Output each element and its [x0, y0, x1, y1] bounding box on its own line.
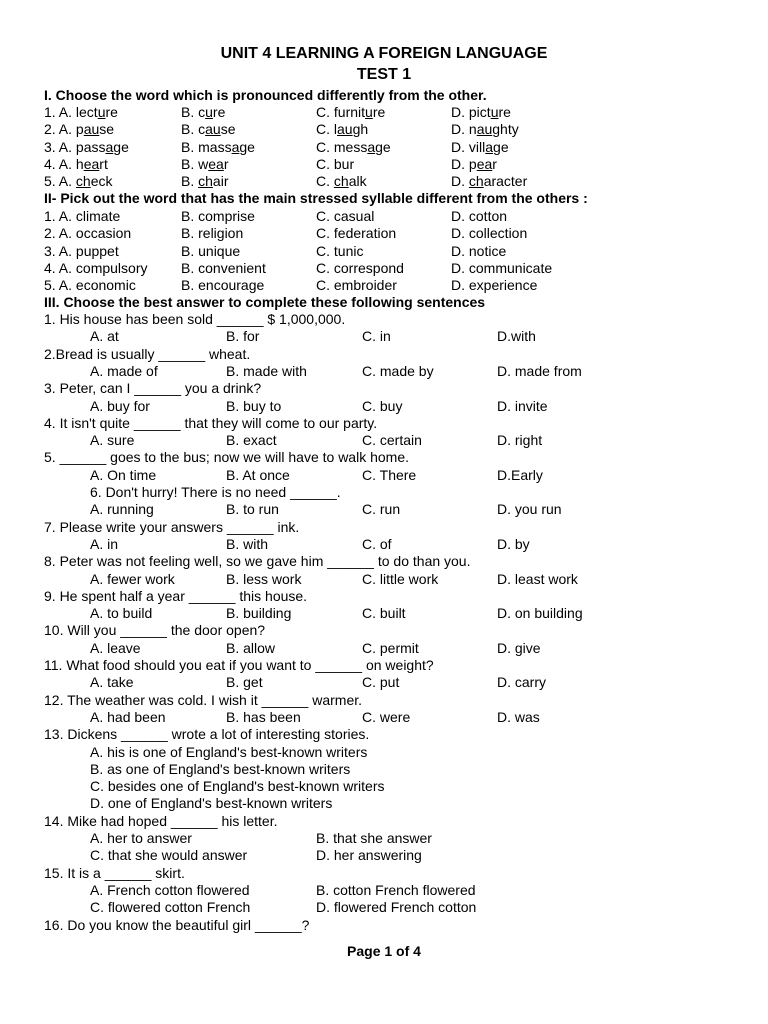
underlined-sound: au: [337, 121, 353, 138]
option-word: [181, 156, 228, 173]
word-suffix: re: [212, 104, 226, 120]
word-prefix: D. p: [451, 155, 477, 172]
answer-option: B. that she answer: [316, 830, 432, 846]
answer-option: B. with: [226, 535, 269, 552]
question-text: 10. Will you ______ the door open?: [44, 622, 266, 639]
option-word: 5. A. economic: [44, 277, 136, 294]
underlined-sound: u: [365, 104, 373, 120]
option-word: D. communicate: [451, 259, 553, 276]
word-prefix: B.: [181, 173, 199, 190]
answer-option: B. building: [226, 605, 292, 622]
answer-option: D. on building: [497, 605, 583, 622]
answer-option: C. put: [362, 674, 400, 691]
option-word: [316, 139, 391, 156]
answer-option: C. There: [362, 466, 417, 483]
word-suffix: re: [498, 104, 511, 120]
word-suffix: ghty: [492, 121, 519, 138]
answer-option: A. French cotton flowered: [90, 881, 250, 898]
answer-option: D. right: [497, 432, 543, 449]
word-prefix: D. n: [451, 121, 477, 138]
answer-option: D. invite: [497, 397, 548, 414]
answer-option: C. besides one of England's best-known writers: [90, 778, 385, 795]
answer-option: B. buy to: [226, 397, 282, 414]
question-text: 3. Peter, can I ______ you a drink?: [44, 380, 262, 397]
word-suffix: re: [372, 104, 386, 120]
option-word: C. correspond: [316, 259, 404, 276]
underlined-sound: au: [83, 121, 100, 138]
option-word: [316, 121, 368, 138]
option-word: [44, 139, 129, 156]
option-word: B. convenient: [181, 259, 266, 276]
word-prefix: C. bur: [316, 155, 355, 172]
word-suffix: se: [99, 121, 115, 138]
section-2-heading: II- Pick out the word that has the main stressed syllable different from the others :: [44, 190, 588, 206]
option-word: B. unique: [181, 242, 241, 259]
answer-option: B. allow: [226, 639, 276, 656]
answer-option: D. least work: [497, 570, 578, 587]
answer-option: B. for: [226, 328, 260, 345]
question-text: 6. Don't hurry! There is no need ______.: [90, 484, 341, 500]
answer-option: B. has been: [226, 708, 301, 725]
question-text: 1. His house has been sold ______ $ 1,000,000.: [44, 311, 346, 327]
word-suffix: ge: [113, 138, 129, 155]
option-word: B. comprise: [181, 208, 255, 224]
answer-option: C. run: [362, 501, 401, 518]
word-suffix: gh: [352, 121, 369, 138]
word-suffix: r: [492, 155, 497, 172]
option-word: [181, 121, 236, 138]
question-text: 2.Bread is usually ______ wheat.: [44, 345, 251, 362]
option-word: [316, 173, 367, 190]
answer-option: C. were: [362, 708, 411, 725]
answer-option: D. give: [497, 639, 541, 656]
answer-option: A. fewer work: [90, 570, 175, 587]
question-text: 13. Dickens ______ wrote a lot of interesting stories.: [44, 726, 370, 743]
question-text: 11. What food should you eat if you want to ______ on weight?: [44, 657, 434, 673]
answer-option: B. get: [226, 674, 263, 691]
word-prefix: D. pict: [451, 104, 491, 120]
word-prefix: B. c: [181, 104, 206, 120]
underlined-sound: u: [205, 104, 213, 120]
test-label: TEST 1: [356, 66, 412, 83]
section-1-heading: I. Choose the word which is pronounced differently from the other.: [44, 87, 487, 103]
answer-option: B. to run: [226, 501, 279, 518]
word-suffix: air: [212, 173, 229, 190]
question-text: 5. ______ goes to the bus; now we will have to walk home.: [44, 449, 409, 466]
option-word: B. religion: [181, 225, 244, 242]
answer-option: D. one of England's best-known writers: [90, 795, 333, 812]
answer-option: A. On time: [90, 466, 157, 483]
answer-option: A. his is one of England's best-known writers: [90, 743, 368, 760]
option-word: D. notice: [451, 242, 507, 259]
answer-option: B. At once: [226, 466, 290, 483]
option-word: [181, 139, 255, 156]
page-footer: Page 1 of 4: [347, 943, 421, 959]
answer-option: C. in: [362, 328, 391, 345]
option-word: C. casual: [316, 208, 375, 224]
answer-option: C. that she would answer: [90, 847, 248, 864]
answer-option: A. take: [90, 674, 134, 691]
option-word: [451, 104, 511, 121]
answer-option: D.Early: [497, 466, 543, 483]
question-text: 14. Mike had hoped ______ his letter.: [44, 812, 278, 829]
underlined-sound: a: [485, 138, 494, 155]
word-suffix: alk: [348, 173, 367, 190]
word-suffix: se: [220, 121, 236, 138]
option-word: 4. A. compulsory: [44, 259, 148, 276]
underlined-sound: ch: [75, 173, 91, 190]
option-word: [316, 156, 354, 173]
answer-option: C. made by: [362, 362, 434, 379]
underlined-sound: au: [476, 121, 493, 138]
option-word: 3. A. puppet: [44, 242, 119, 259]
option-word: [44, 173, 113, 190]
underlined-sound: ch: [198, 173, 213, 190]
answer-option: A. running: [90, 501, 154, 518]
word-suffix: re: [105, 104, 118, 120]
answer-option: C. flowered cotton French: [90, 899, 251, 916]
answer-option: A. leave: [90, 639, 141, 656]
word-suffix: rt: [99, 155, 108, 172]
underlined-sound: a: [231, 138, 240, 155]
word-prefix: 3. A. pass: [44, 138, 106, 155]
option-word: [181, 173, 228, 190]
word-prefix: C.: [316, 173, 334, 190]
option-word: 1. A. climate: [44, 208, 121, 224]
question-text: 7. Please write your answers ______ ink.: [44, 518, 300, 535]
option-word: [181, 104, 225, 121]
option-word: [451, 139, 509, 156]
word-suffix: ge: [375, 138, 391, 155]
answer-option: A. in: [90, 535, 119, 552]
word-prefix: B. c: [181, 121, 206, 138]
word-prefix: B. w: [181, 155, 209, 172]
underlined-sound: ea: [476, 155, 493, 172]
option-word: C. embroider: [316, 277, 397, 294]
option-word: 2. A. occasion: [44, 225, 132, 242]
answer-option: A. to build: [90, 605, 153, 622]
answer-option: C. buy: [362, 397, 403, 414]
question-text: 9. He spent half a year ______ this house.: [44, 587, 308, 604]
answer-option: D. made from: [497, 362, 582, 379]
word-prefix: 5. A.: [44, 173, 76, 190]
word-prefix: C. mess: [316, 138, 368, 155]
answer-option: C. little work: [362, 570, 439, 587]
word-prefix: 4. A. h: [44, 155, 84, 172]
page-title: UNIT 4 LEARNING A FOREIGN LANGUAGE: [220, 45, 548, 62]
option-word: D. collection: [451, 225, 528, 242]
underlined-sound: ch: [468, 173, 484, 190]
option-word: [451, 156, 497, 173]
word-prefix: C. l: [316, 121, 337, 138]
word-suffix: r: [223, 155, 229, 172]
word-prefix: D. vill: [451, 138, 486, 155]
underlined-sound: a: [105, 138, 114, 155]
answer-option: D. you run: [497, 501, 562, 518]
underlined-sound: ea: [83, 155, 100, 172]
option-word: B. encourage: [181, 277, 265, 294]
answer-option: C. of: [362, 535, 392, 552]
word-suffix: eck: [90, 173, 113, 190]
answer-option: B. cotton French flowered: [316, 881, 476, 898]
option-word: [451, 173, 527, 190]
word-prefix: D.: [451, 173, 469, 190]
option-word: [44, 121, 114, 138]
option-word: [44, 104, 118, 121]
answer-option: D. by: [497, 535, 530, 552]
section-3-heading: III. Choose the best answer to complete these following sentences: [44, 294, 486, 310]
option-word: D. experience: [451, 277, 538, 294]
answer-option: B. made with: [226, 362, 307, 379]
answer-option: D.with: [497, 328, 536, 345]
question-text: 15. It is a ______ skirt.: [44, 864, 185, 881]
answer-option: D. flowered French cotton: [316, 899, 477, 916]
question-text: 12. The weather was cold. I wish it ______ warmer.: [44, 691, 363, 708]
underlined-sound: u: [97, 104, 106, 120]
option-word: [451, 121, 519, 138]
word-prefix: 2. A. p: [44, 121, 84, 138]
answer-option: D. was: [497, 708, 540, 725]
answer-option: A. her to answer: [90, 830, 192, 846]
word-suffix: ge: [239, 138, 255, 155]
answer-option: A. sure: [90, 432, 135, 449]
answer-option: A. at: [90, 328, 119, 345]
option-word: C. federation: [316, 225, 397, 242]
word-suffix: ge: [493, 138, 509, 155]
answer-option: A. made of: [90, 362, 158, 379]
option-word: [44, 156, 108, 173]
underlined-sound: a: [367, 138, 376, 155]
answer-option: C. built: [362, 605, 406, 622]
word-prefix: 1. A. lect: [44, 104, 98, 120]
underlined-sound: au: [205, 121, 221, 138]
answer-option: B. less work: [226, 570, 302, 587]
option-word: C. tunic: [316, 242, 364, 259]
question-text: 16. Do you know the beautiful girl ______?: [44, 916, 310, 933]
answer-option: D. her answering: [316, 847, 422, 864]
answer-option: B. as one of England's best-known writers: [90, 760, 351, 777]
word-suffix: aracter: [483, 173, 528, 190]
answer-option: B. exact: [226, 432, 277, 449]
answer-option: A. buy for: [90, 397, 150, 414]
answer-option: C. permit: [362, 639, 419, 656]
underlined-sound: ea: [208, 155, 224, 172]
answer-option: A. had been: [90, 708, 166, 725]
word-prefix: B. mass: [181, 138, 232, 155]
answer-option: D. carry: [497, 674, 546, 691]
answer-option: C. certain: [362, 432, 422, 449]
question-text: 4. It isn't quite ______ that they will come to our party.: [44, 414, 378, 431]
option-word: [316, 104, 385, 121]
question-text: 8. Peter was not feeling well, so we gave him ______ to do than you.: [44, 553, 471, 570]
word-prefix: C. furnit: [316, 104, 366, 120]
option-word: D. cotton: [451, 208, 508, 224]
underlined-sound: ch: [333, 173, 349, 190]
underlined-sound: u: [490, 104, 499, 120]
